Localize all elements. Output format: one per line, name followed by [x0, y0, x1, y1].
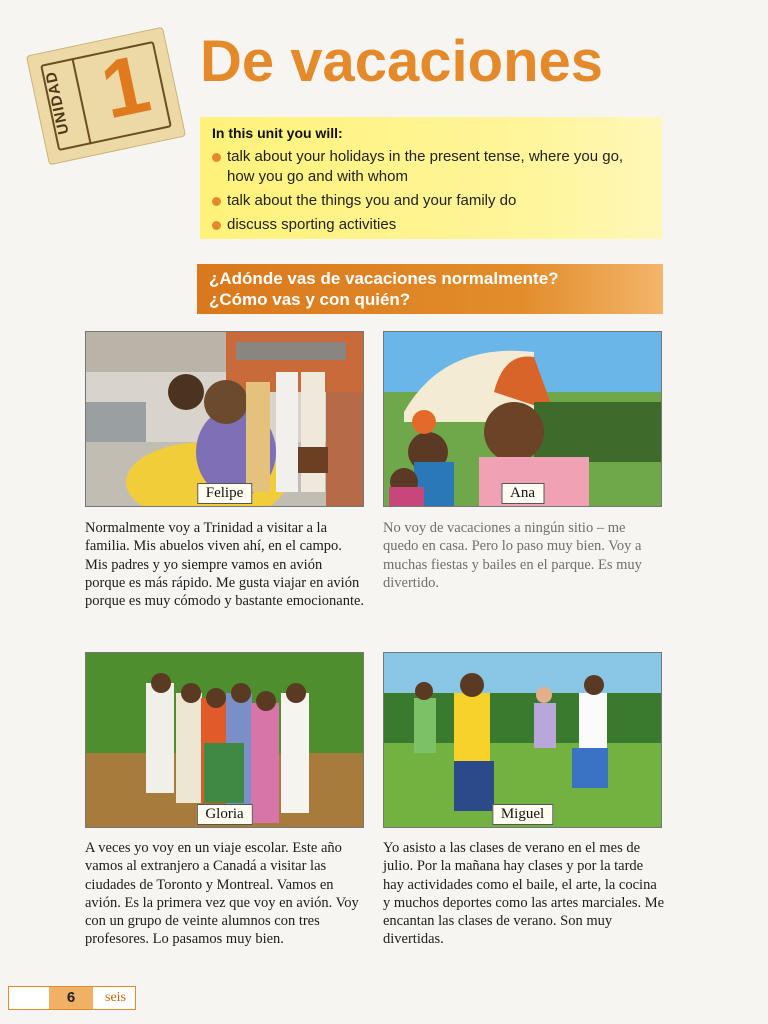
page-number: 6	[49, 987, 93, 1009]
objective-item: discuss sporting activities	[212, 215, 652, 235]
objective-item: talk about the things you and your family do	[212, 191, 652, 211]
airport-illustration	[86, 332, 363, 506]
name-label: Gloria	[196, 804, 252, 825]
name-label: Miguel	[492, 804, 553, 825]
unit-number: 1	[93, 37, 158, 137]
page-number-word: seis	[105, 990, 126, 1005]
unit-objectives-box	[200, 117, 662, 239]
bullet-icon	[212, 153, 221, 162]
objectives-list	[212, 147, 652, 239]
unit-ticket	[26, 27, 186, 166]
festival-illustration	[384, 332, 661, 506]
school-trip-illustration	[86, 653, 363, 827]
objective-item: talk about your holidays in the present tense, where you go, how you go and with whom	[212, 147, 652, 187]
bullet-icon	[212, 197, 221, 206]
martial-arts-illustration	[384, 653, 661, 827]
question-banner	[197, 264, 663, 314]
bullet-icon	[212, 221, 221, 230]
name-label: Ana	[501, 483, 544, 504]
felipe-photo	[85, 331, 364, 507]
miguel-text: Yo asisto a las clases de verano en el mes de julio. Por la mañana hay clases y por la tarde hay actividades como el baile, el arte, la cocina y muchos deportes como las artes marciales. Me encantan las clases de verano. Son muy divertidas.	[383, 840, 665, 948]
miguel-photo	[383, 652, 662, 828]
gloria-photo	[85, 652, 364, 828]
unit-label: UNIDAD	[42, 69, 73, 136]
banner-line-2: ¿Cómo vas y con quién?	[209, 290, 411, 309]
objectives-heading: In this unit you will:	[212, 125, 343, 141]
gloria-text: A veces yo voy en un viaje escolar. Este año vamos al extranjero a Canadá a visitar las ciudades de Toronto y Montreal. Vamos en avión. Es la primera vez que voy en avión. Voy con un grupo de veinte alumnos con tres profesores. Lo pasamos muy bien.	[85, 840, 359, 948]
felipe-text: Normalmente voy a Trinidad a visitar a la familia. Mis abuelos viven ahí, en el campo. Mis padres y yo siempre vamos en avión porque es más rápido. Me gusta viajar en avión porque es muy cómodo y bastante emocionante.	[85, 520, 365, 610]
ana-photo	[383, 331, 662, 507]
banner-line-1: ¿Adónde vas de vacaciones normalmente?	[209, 269, 559, 288]
ana-text: No voy de vacaciones a ningún sitio – me quedo en casa. Pero lo paso muy bien. Voy a muchas fiestas y bailes en el parque. Es muy divertido.	[383, 520, 642, 591]
page-footer	[8, 986, 136, 1010]
page-title: De vacaciones	[200, 29, 604, 94]
name-label: Felipe	[197, 483, 253, 504]
